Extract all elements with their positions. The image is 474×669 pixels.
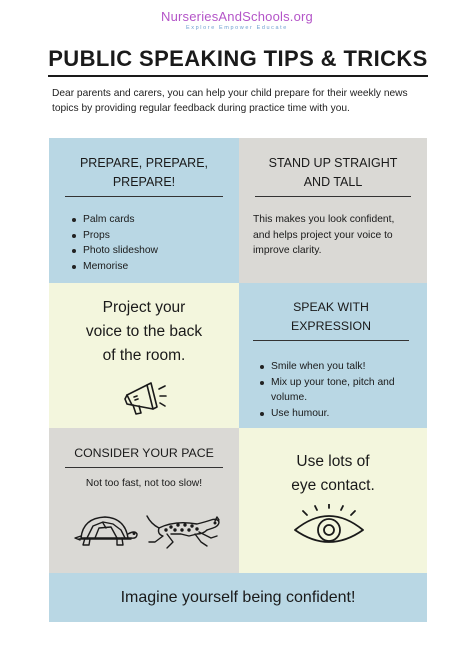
panel-project-voice: [49, 283, 239, 428]
panel-stand-up: [239, 138, 427, 283]
stand-text: This makes you look confident, and helps project your voice to improve clarity.: [253, 214, 395, 256]
panel-eye-contact: [239, 428, 427, 573]
list-item: Mix up your tone, pitch and volume.: [257, 375, 411, 406]
list-item: Photo slideshow: [69, 243, 225, 259]
turtle-icon: [73, 512, 139, 555]
footer-banner: Imagine yourself being confident!: [49, 573, 427, 622]
eye-line2: eye contact.: [291, 477, 375, 494]
panel-prepare: [49, 138, 239, 283]
prepare-list: [69, 212, 225, 274]
stand-heading: [255, 154, 411, 197]
list-item: Use humour.: [257, 406, 411, 422]
list-item: Palm cards: [69, 212, 225, 228]
megaphone-icon: [121, 375, 167, 422]
pace-heading: CONSIDER YOUR PACE: [65, 444, 223, 468]
project-line2: voice to the back: [85, 323, 203, 340]
prepare-heading: [65, 154, 223, 197]
intro-text: Dear parents and carers, you can help your child prepare for their weekly news topics by providing regular feedback during practice time with you.: [52, 88, 408, 114]
eye-line1: Use lots of: [296, 453, 370, 470]
expression-list: [257, 359, 411, 421]
prepare-heading-line1: PREPARE, PREPARE,: [79, 156, 209, 170]
cheetah-icon: [145, 512, 225, 557]
stand-heading-line2: AND TALL: [303, 175, 363, 189]
pace-subtitle: Not too fast, not too slow!: [85, 478, 203, 489]
logo-name: NurseriesAndSchools.org: [160, 9, 313, 24]
panel-expression: [239, 283, 427, 428]
logo-tagline: Explore Empower Educate: [186, 25, 288, 31]
list-item: Memorise: [69, 259, 225, 275]
prepare-heading-line2: PREPARE!: [112, 175, 176, 189]
panel-pace: [49, 428, 239, 573]
list-item: Props: [69, 228, 225, 244]
site-logo: [0, 9, 474, 31]
project-text: [49, 296, 239, 368]
page-title: PUBLIC SPEAKING TIPS & TRICKS: [48, 46, 428, 77]
stand-heading-line1: STAND UP STRAIGHT: [268, 156, 398, 170]
tips-grid: [49, 138, 427, 573]
expression-heading: SPEAK WITH EXPRESSION: [253, 298, 409, 341]
project-line3: of the room.: [102, 347, 186, 364]
eye-icon: [291, 504, 367, 557]
project-line1: Project your: [102, 299, 186, 316]
eye-text: [239, 450, 427, 498]
list-item: Smile when you talk!: [257, 359, 411, 375]
